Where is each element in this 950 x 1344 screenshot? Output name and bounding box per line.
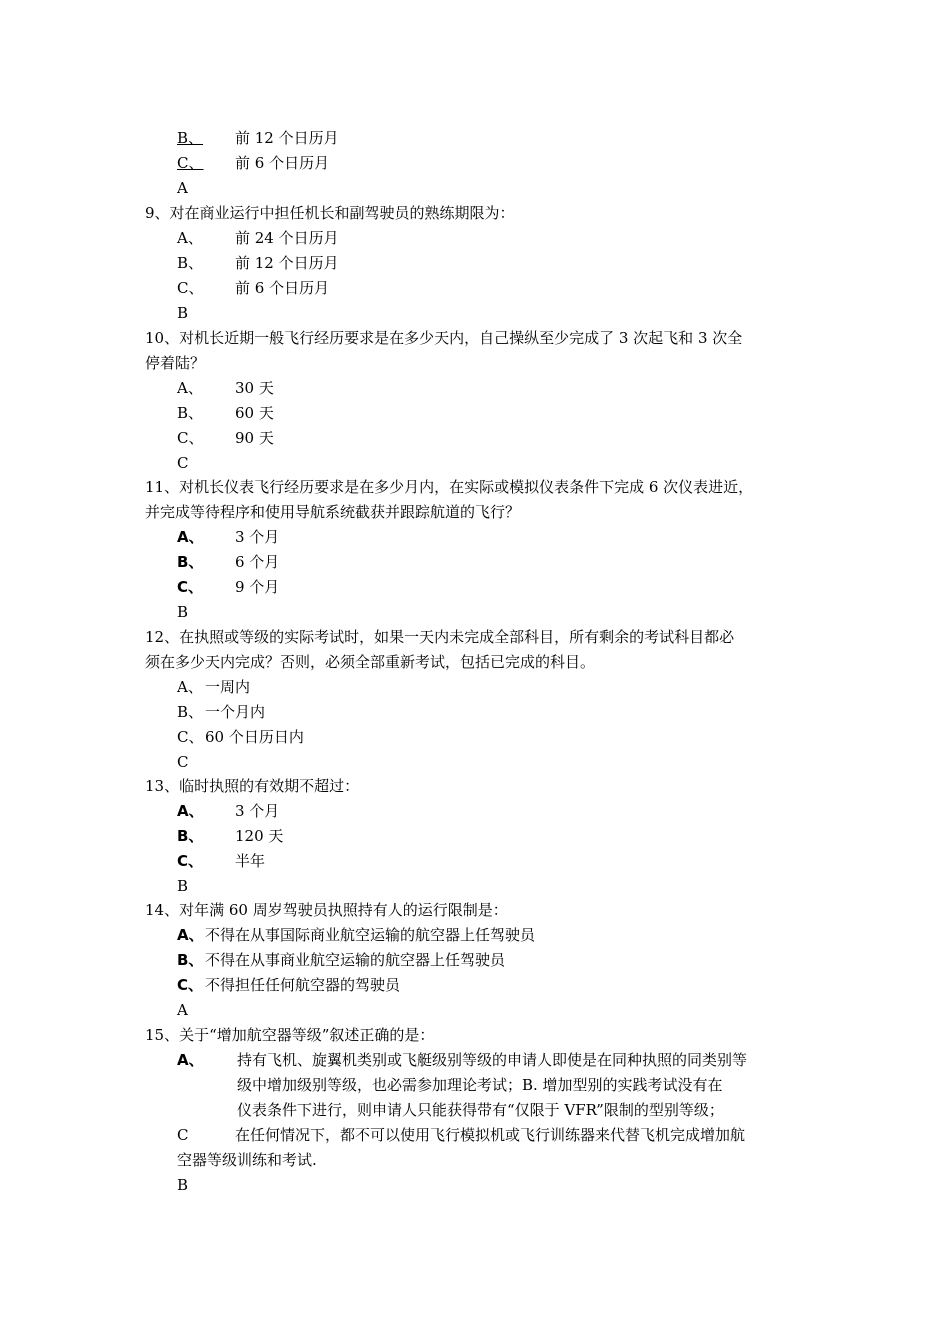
option-text: 60 个日历日内 [205,728,304,746]
q10-option-a [177,378,274,398]
q11-stem-line2: 并完成等待程序和使用导航系统截获并跟踪航道的飞行？ [145,503,521,521]
option-text: 9 个月 [235,578,280,596]
option-label: C、 [177,728,204,746]
option-text: 120 天 [235,827,284,845]
option-text: 30 天 [235,379,274,397]
option-label: B、 [177,129,204,147]
q12-stem-line1: 12、在执照或等级的实际考试时，如果一天内未完成全部科目，所有剩余的考试科目都必 [145,628,735,646]
q10-answer: C [177,454,189,472]
q14-option-b [177,950,505,970]
option-text: 前 12 个日历月 [235,254,339,272]
q9-option-b [177,253,339,273]
option-text: 一周内 [205,678,251,696]
option-label: B、 [177,404,204,422]
option-text: 3 个月 [235,528,280,546]
option-label: C、 [177,578,204,596]
option-label: C、 [177,279,204,297]
q8-option-c [177,153,329,173]
option-label: B、 [177,254,204,272]
q9-stem: 9、对在商业运行中担任机长和副驾驶员的熟练期限为： [145,204,515,222]
q13-option-a [177,801,279,821]
q15-answer: B [177,1176,189,1194]
option-label: B、 [177,553,204,571]
q9-option-a [177,228,339,248]
q12-option-b [177,702,265,722]
q14-answer: A [177,1001,188,1019]
option-text: 一个月内 [205,703,266,721]
q12-option-a [177,677,250,697]
option-text: 不得在从事国际商业航空运输的航空器上任驾驶员 [205,926,536,944]
q9-answer: B [177,304,189,322]
q14-stem: 14、对年满 60 周岁驾驶员执照持有人的运行限制是： [145,901,508,919]
q13-option-c [177,851,265,871]
q15-option-a-label: A、 [177,1051,204,1069]
q13-option-b [177,826,283,846]
q10-option-c [177,428,274,448]
q12-answer: C [177,753,189,771]
option-label: B、 [177,951,204,969]
q13-stem: 13、临时执照的有效期不超过： [145,777,360,795]
q15-stem: 15、关于“增加航空器等级”叙述正确的是： [145,1026,435,1044]
option-label: C、 [177,154,204,172]
q15-option-a-line1: 持有飞机、旋翼机类别或飞艇级别等级的申请人即使是在同种执照的同类别等 [237,1051,748,1069]
option-label: A、 [177,926,204,944]
q10-stem-line2: 停着陆？ [145,354,206,372]
q11-option-c [177,577,279,597]
q11-answer: B [177,603,189,621]
q14-option-a [177,925,535,945]
q14-option-c [177,975,400,995]
q12-option-c [177,727,304,747]
option-label: A、 [177,379,203,397]
q8-option-b [177,128,339,148]
option-text: 前 12 个日历月 [235,129,339,147]
q11-option-a [177,527,279,547]
q15-option-c-label: C [177,1126,189,1144]
option-label: A、 [177,802,204,820]
option-label: A、 [177,528,204,546]
option-text: 60 天 [235,404,274,422]
option-text: 前 24 个日历月 [235,229,339,247]
q15-option-c-line2: 空器等级训练和考试. [177,1151,317,1169]
q15-option-c-line1: 在任何情况下，都不可以使用飞行模拟机或飞行训练器来代替飞机完成增加航 [235,1126,746,1144]
q15-option-a-line2: 级中增加级别等级，也必需参加理论考试；B. 增加型别的实践考试没有在 [237,1076,723,1094]
q9-option-c [177,278,329,298]
q13-answer: B [177,877,189,895]
option-label: A、 [177,229,203,247]
option-text: 6 个月 [235,553,280,571]
option-label: A、 [177,678,203,696]
option-text: 前 6 个日历月 [235,154,330,172]
option-text: 3 个月 [235,802,280,820]
option-text: 不得担任任何航空器的驾驶员 [205,976,401,994]
q8-answer: A [177,179,188,197]
q11-stem-line1: 11、对机长仪表飞行经历要求是在多少月内，在实际或模拟仪表条件下完成 6 次仪表进近， [145,478,754,496]
option-label: C、 [177,852,204,870]
option-text: 90 天 [235,429,274,447]
option-label: C、 [177,976,204,994]
option-text: 不得在从事商业航空运输的航空器上任驾驶员 [205,951,506,969]
option-text: 前 6 个日历月 [235,279,330,297]
q10-option-b [177,403,274,423]
option-text: 半年 [235,852,266,870]
q15-option-a-line3: 仪表条件下进行，则申请人只能获得带有“仅限于 VFR”限制的型别等级； [237,1101,724,1119]
option-label: C、 [177,429,204,447]
option-label: B、 [177,827,204,845]
q10-stem-line1: 10、对机长近期一般飞行经历要求是在多少天内，自己操纵至少完成了 3 次起飞和 3 次全 [145,329,743,347]
option-label: B、 [177,703,204,721]
q12-stem-line2: 须在多少天内完成？否则，必须全部重新考试，包括已完成的科目。 [145,653,596,671]
q11-option-b [177,552,279,572]
